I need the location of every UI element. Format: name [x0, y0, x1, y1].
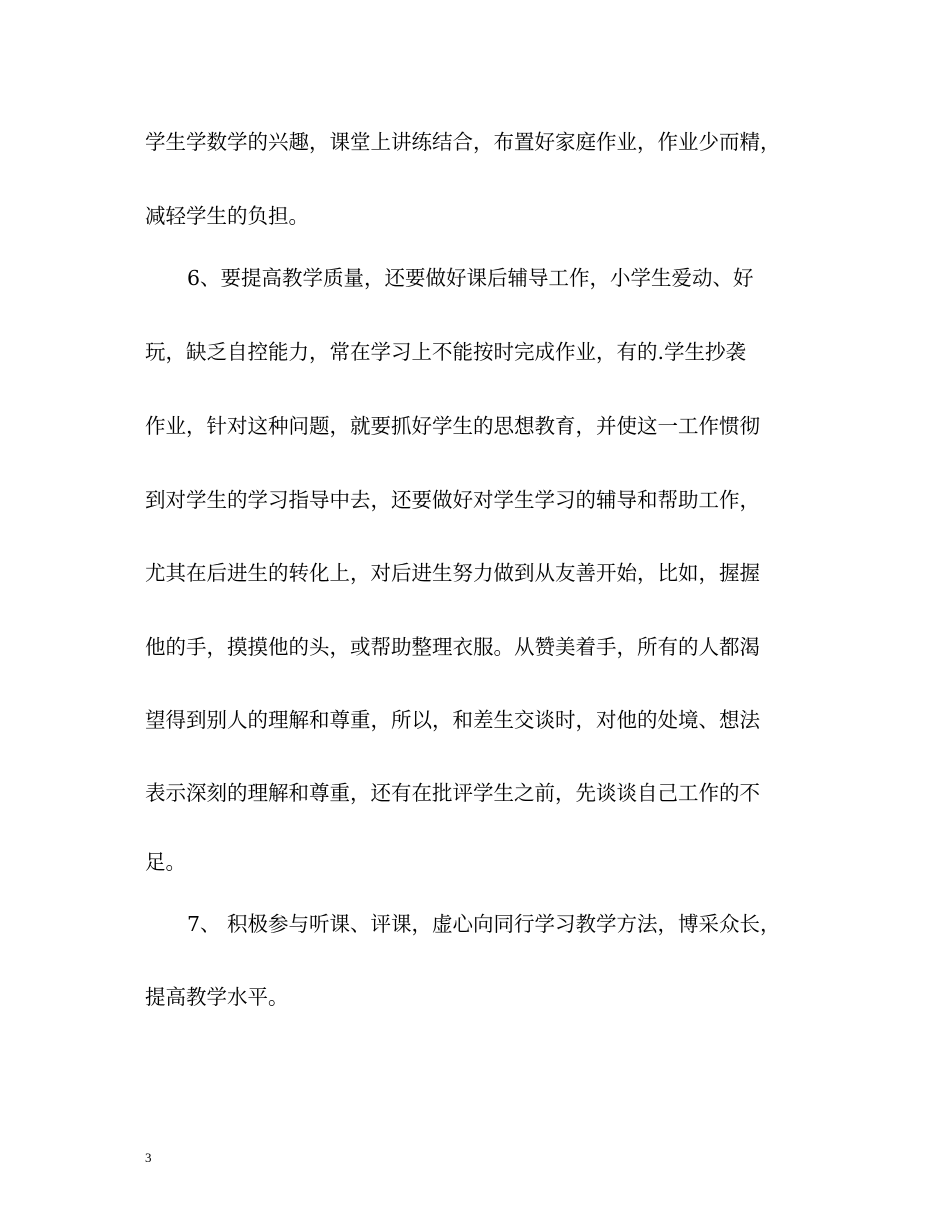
- paragraph-6-first-line: 6、要提高教学质量，还要做好课后辅导工作，小学生爱动、好: [187, 266, 754, 290]
- body-text-line: 减轻学生的负担。: [145, 204, 309, 228]
- body-text-line: 望得到别人的理解和尊重，所以，和差生交谈时，对他的处境、想法: [145, 708, 760, 732]
- body-text-line: 尤其在后进生的转化上，对后进生努力做到从友善开始，比如，握握: [145, 561, 760, 585]
- body-text-line: 足。: [145, 850, 186, 874]
- body-text-line: 玩，缺乏自控能力，常在学习上不能按时完成作业，有的.学生抄袭: [145, 340, 747, 364]
- body-text-line: 他的手，摸摸他的头，或帮助整理衣服。从赞美着手，所有的人都渴: [145, 635, 760, 659]
- body-text-line: 到对学生的学习指导中去，还要做好对学生学习的辅导和帮助工作，: [145, 488, 760, 512]
- body-text-line: 表示深刻的理解和尊重，还有在批评学生之前，先谈谈自己工作的不: [145, 781, 760, 805]
- body-text-line: 学生学数学的兴趣，课堂上讲练结合，布置好家庭作业，作业少而精，: [145, 130, 781, 154]
- body-text-line: 作业，针对这种问题，就要抓好学生的思想教育，并使这一工作惯彻: [145, 414, 760, 438]
- paragraph-7-first-line: 7、 积极参与听课、评课，虚心向同行学习教学方法，博采众长，: [187, 912, 781, 936]
- page-number: 3: [145, 1150, 152, 1165]
- body-text-line: 提高教学水平。: [145, 985, 289, 1009]
